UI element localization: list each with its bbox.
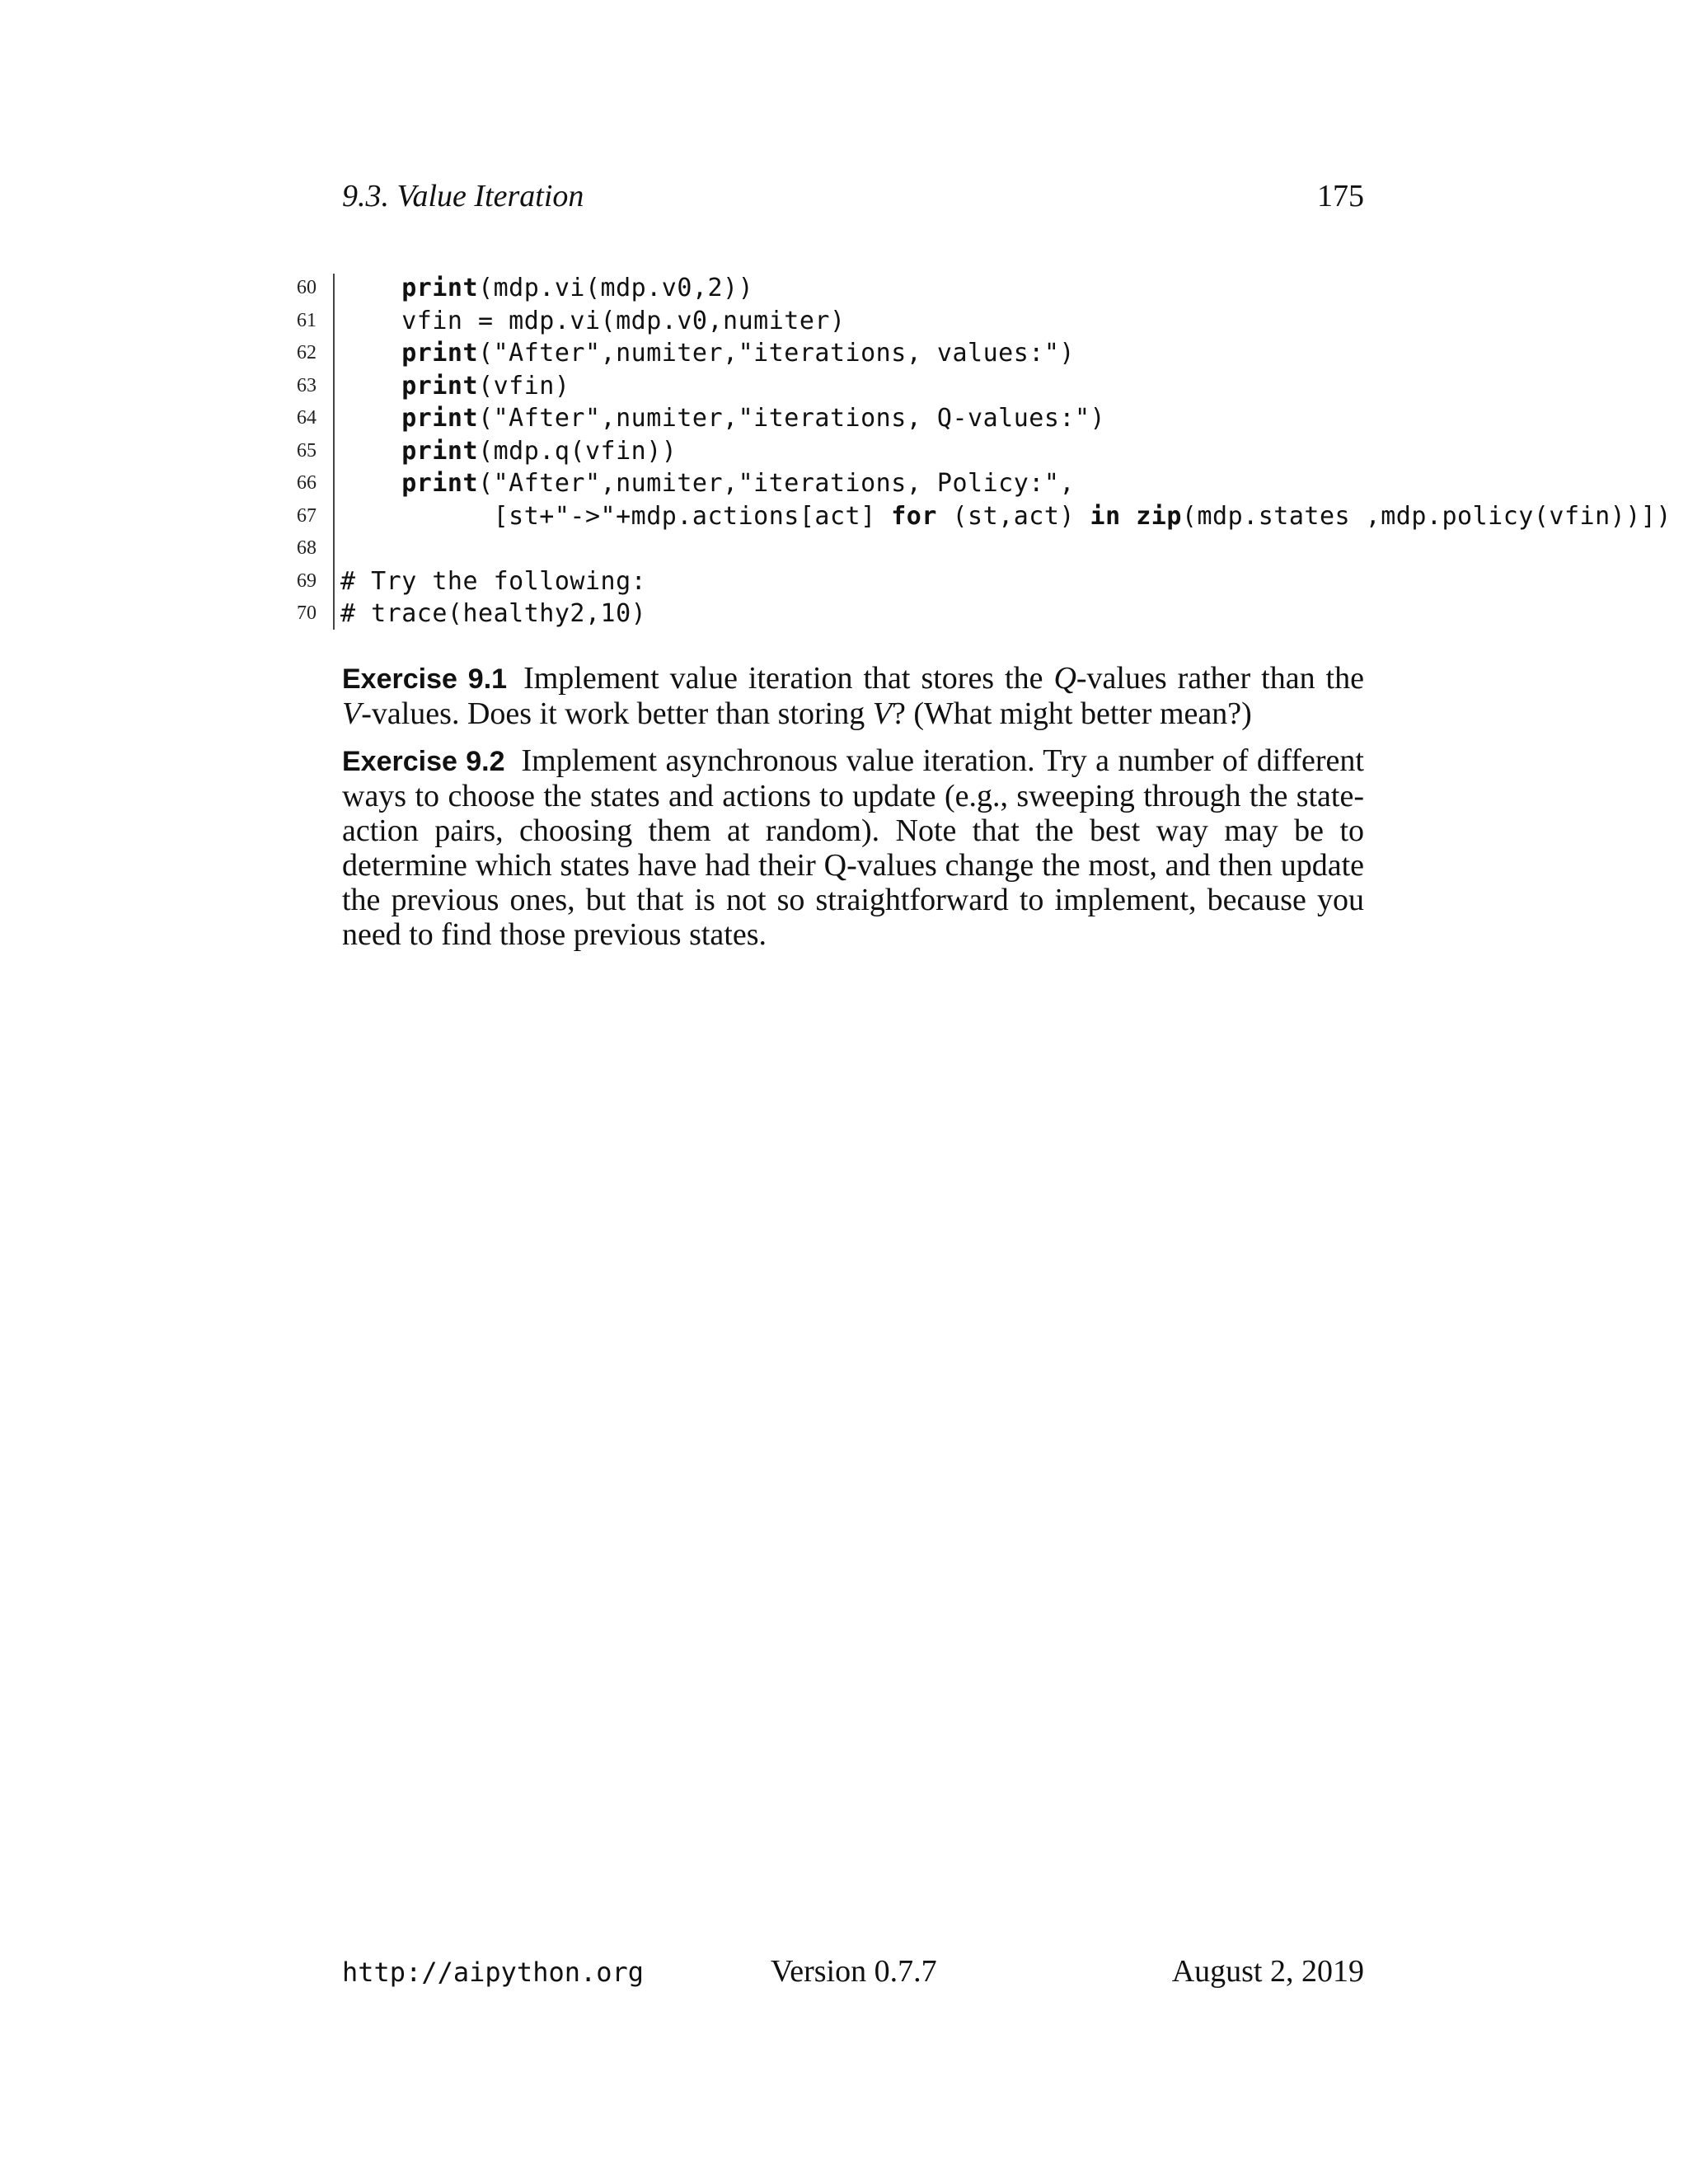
exercise-text: -values. Does it work better than storing <box>361 696 873 731</box>
math-variable: V <box>342 696 362 731</box>
footer-url[interactable]: http://aipython.org <box>342 1957 645 1988</box>
footer-version: Version 0.7.7 <box>771 1954 937 1989</box>
code-segment: (mdp.q(vfin)) <box>478 436 678 466</box>
code-segment: ("After",numiter,"iterations, Policy:", <box>478 469 1075 498</box>
code-line <box>280 339 1566 372</box>
exercise-text: Implement value iteration that stores the <box>523 661 1054 696</box>
code-line <box>280 567 1566 600</box>
code-text <box>340 599 646 628</box>
math-variable: Q <box>1053 661 1076 696</box>
code-segment <box>340 339 401 368</box>
page-number: 175 <box>1317 179 1364 213</box>
code-text <box>340 339 1075 368</box>
code-keyword: print <box>401 404 479 433</box>
code-keyword: for <box>891 501 937 531</box>
code-keyword: in <box>1090 501 1121 531</box>
code-segment <box>340 372 401 401</box>
math-variable: V <box>872 696 892 731</box>
exercise-label: Exercise 9.1 <box>342 663 508 695</box>
section-title: 9.3. Value Iteration <box>342 179 584 213</box>
code-line <box>280 437 1566 470</box>
code-line <box>280 599 1566 632</box>
code-listing <box>280 274 1672 632</box>
code-segment: ("After",numiter,"iterations, values:") <box>478 339 1075 368</box>
line-number: 60 <box>297 277 316 298</box>
code-text <box>340 437 677 466</box>
code-text <box>340 307 846 335</box>
code-line <box>280 469 1566 502</box>
page-footer <box>342 1953 1364 2003</box>
code-segment: (mdp.states ,mdp.policy(vfin))]) <box>1181 501 1672 531</box>
code-keyword: print <box>401 469 479 498</box>
code-text <box>340 274 753 302</box>
exercise-label: Exercise 9.2 <box>342 746 505 777</box>
code-line <box>280 404 1566 437</box>
line-number: 69 <box>297 569 316 592</box>
code-text <box>340 404 1105 433</box>
code-segment <box>340 469 401 498</box>
code-keyword: print <box>401 371 479 401</box>
code-line <box>280 307 1566 340</box>
exercise-text: -values rather than the <box>1076 661 1364 696</box>
code-segment: # trace(healthy2,10) <box>340 599 647 628</box>
line-number: 62 <box>297 342 316 363</box>
code-segment: ("After",numiter,"iterations, Q-values:") <box>478 404 1106 433</box>
line-number: 66 <box>297 472 316 494</box>
line-number: 68 <box>297 537 316 559</box>
code-keyword: zip <box>1136 501 1182 531</box>
exercise-text: ? (What might better mean?) <box>891 696 1252 731</box>
code-keyword: print <box>401 274 479 302</box>
code-segment <box>340 437 401 466</box>
code-text <box>340 469 1075 498</box>
line-number: 61 <box>297 309 316 331</box>
code-text <box>340 372 570 401</box>
code-text <box>340 502 1672 531</box>
code-segment <box>340 404 401 433</box>
code-line <box>280 274 1566 307</box>
code-segment: (st,act) <box>936 501 1090 531</box>
code-segment: vfin = mdp.vi(mdp.v0,numiter) <box>340 306 846 335</box>
exercise-9-1 <box>342 661 1364 731</box>
code-segment: (mdp.vi(mdp.v0,2)) <box>478 274 754 302</box>
code-segment <box>1121 502 1137 531</box>
line-number: 67 <box>297 504 316 527</box>
exercise-9-2 <box>342 743 1364 952</box>
line-number: 65 <box>297 439 316 462</box>
line-number: 70 <box>297 602 316 624</box>
line-number: 63 <box>297 374 316 396</box>
footer-date: August 2, 2019 <box>1171 1954 1364 1989</box>
code-line <box>280 372 1566 405</box>
exercise-text: Implement asynchronous value iteration. Try a number of different ways to choose the states and actions to update (e.g., sweeping through the state-action pairs, choosing them at random). Note that the best way may be to determine which states have had their Q-values change the most, and then update the previous ones, but that is not so straightforward to implement, because you need to find those previous states. <box>342 743 1364 952</box>
code-line <box>280 501 1672 535</box>
page-header <box>342 178 1364 227</box>
code-keyword: print <box>401 436 479 466</box>
code-segment: (vfin) <box>478 371 570 401</box>
code-segment <box>340 274 401 302</box>
code-line <box>280 534 1566 567</box>
code-segment: [st+"->"+mdp.actions[act] <box>340 501 892 531</box>
line-number: 64 <box>297 407 316 429</box>
code-segment: # Try the following: <box>340 566 647 596</box>
code-keyword: print <box>401 339 479 368</box>
code-text <box>340 567 646 596</box>
